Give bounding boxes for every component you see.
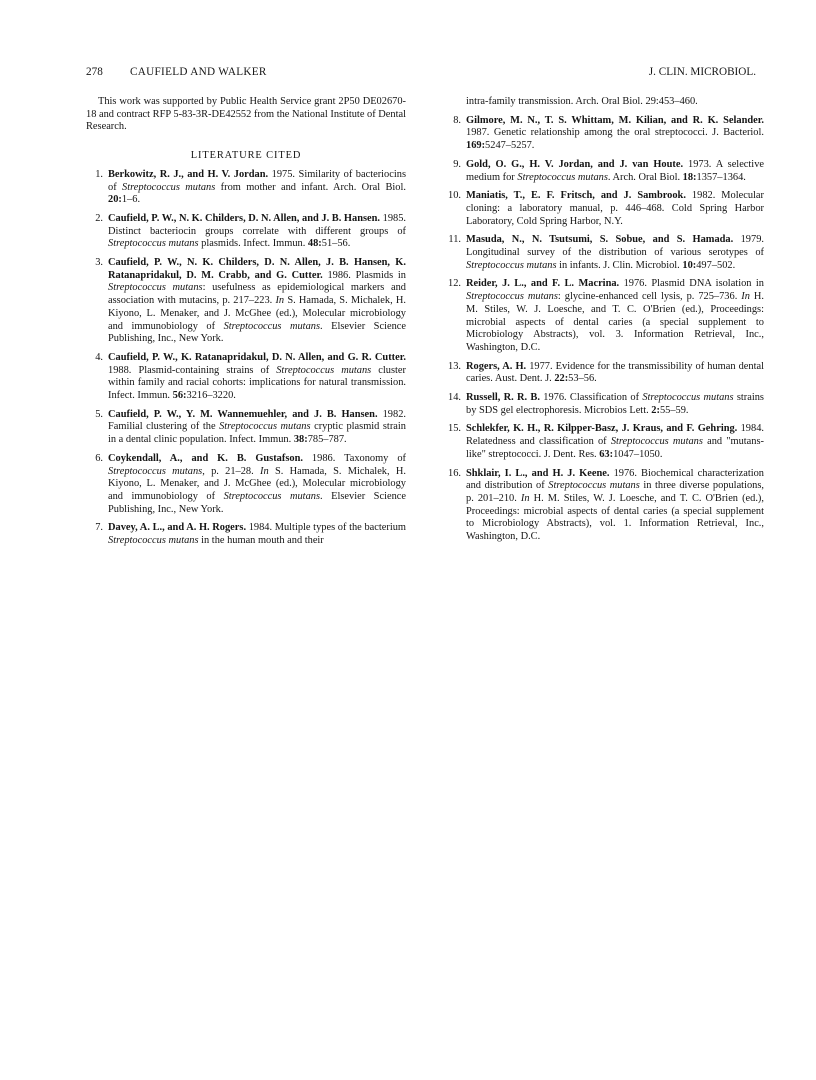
reference-number: 2. <box>95 212 103 224</box>
reference-authors: Russell, R. R. B. <box>466 392 540 404</box>
reference-authors: Caufield, P. W., N. K. Childers, D. N. Allen, J. B. Hansen, K. Ratanapridakul, D. M. Crabb, and G. Cutter. <box>108 257 406 281</box>
reference-10: 10. Maniatis, T., E. F. Fritsch, and J. Sambrook. 1982. Molecular cloning: a laboratory manual, p. 446–468. Cold Spring Harbor Laboratory, Cold Spring Harbor, N.Y. <box>444 190 764 228</box>
reference-authors: Berkowitz, R. J., and H. V. Jordan. <box>108 168 269 180</box>
reference-number: 11. <box>448 234 461 246</box>
reference-9: 9. Gold, O. G., H. V. Jordan, and J. van Houte. 1973. A selective medium for Streptococcus mutans. Arch. Oral Biol. 18:1357–1364. <box>444 159 764 184</box>
reference-number: 12. <box>448 278 461 290</box>
reference-number: 13. <box>448 360 461 372</box>
reference-authors: Caufield, P. W., K. Ratanapridakul, D. N. Allen, and G. R. Cutter. <box>108 351 406 363</box>
reference-authors: Rogers, A. H. <box>466 360 527 372</box>
left-column <box>86 96 406 554</box>
reference-authors: Gold, O. G., H. V. Jordan, and J. van Houte. <box>466 158 684 170</box>
page-number: 278 <box>86 66 103 78</box>
reference-authors: Reider, J. L., and F. L. Macrina. <box>466 278 620 290</box>
reference-12: 12. Reider, J. L., and F. L. Macrina. 1976. Plasmid DNA isolation in Streptococcus mutans: glycine-enhanced cell lysis, p. 725–736. In H. M. Stiles, W. J. Loesche, and T. C. O'Brien (ed.), Proceedings: microbial aspects of dental caries (a special supplement to Microbiology Abstracts), vol. 3. Information Retrieval, Inc., Washington, D.C. <box>444 278 764 354</box>
reference-3: 3. Caufield, P. W., N. K. Childers, D. N. Allen, J. B. Hansen, K. Ratanapridakul, D. M. Crabb, and G. Cutter. 1986. Plasmids in Streptococcus mutans: usefulness as epidemiological markers and association with mutacins, p. 217–223. In S. Hamada, S. Michalek, H. Kiyono, L. Menaker, and J. McGhee (ed.), Molecular microbiology and immunobiology of Streptococcus mutans. Elsevier Science Publishing, Inc., New York. <box>86 257 406 346</box>
reference-number: 4. <box>95 351 103 363</box>
reference-6: 6. Coykendall, A., and K. B. Gustafson. 1986. Taxonomy of Streptococcus mutans, p. 21–28. In S. Hamada, S. Michalek, H. Kiyono, L. Menaker, and J. McGhee (ed.), Molecular microbiology and immunobiology of Streptococcus mutans. Elsevier Science Publishing, Inc., New York. <box>86 453 406 517</box>
reference-authors: Maniatis, T., E. F. Fritsch, and J. Sambrook. <box>466 190 686 202</box>
running-title: CAUFIELD AND WALKER <box>130 66 267 78</box>
reference-number: 16. <box>448 467 461 479</box>
right-column <box>444 96 764 550</box>
reference-authors: Gilmore, M. N., T. S. Whittam, M. Kilian, and R. K. Selander. <box>466 114 764 126</box>
reference-number: 8. <box>453 114 461 126</box>
reference-number: 3. <box>95 257 103 269</box>
reference-7: 7. Davey, A. L., and A. H. Rogers. 1984. Multiple types of the bacterium Streptococcus mutans in the human mouth and their <box>86 522 406 547</box>
reference-5: 5. Caufield, P. W., Y. M. Wannemuehler, and J. B. Hansen. 1982. Familial clustering of the Streptococcus mutans cryptic plasmid strain in a dental clinic population. Infect. Immun. 38:785–787. <box>86 409 406 447</box>
reference-number: 1. <box>95 168 103 180</box>
reference-number: 5. <box>95 408 103 420</box>
reference-authors: Masuda, N., N. Tsutsumi, S. Sobue, and S. Hamada. <box>466 234 734 246</box>
acknowledgment: This work was supported by Public Health Service grant 2P50 DE02670-18 and contract RFP 5-83-3R-DE42552 from the National Institute of Dental Research. <box>86 96 406 133</box>
reference-authors: Davey, A. L., and A. H. Rogers. <box>108 522 247 534</box>
reference-number: 7. <box>95 522 103 534</box>
reference-13: 13. Rogers, A. H. 1977. Evidence for the transmissibility of human dental caries. Aust. Dent. J. 22:53–56. <box>444 361 764 386</box>
reference-authors: Caufield, P. W., N. K. Childers, D. N. Allen, and J. B. Hansen. <box>108 212 381 224</box>
reference-number: 9. <box>453 158 461 170</box>
reference-number: 6. <box>95 452 103 464</box>
reference-number: 15. <box>448 423 461 435</box>
reference-7-continuation: intra-family transmission. Arch. Oral Biol. 29:453–460. <box>466 96 698 107</box>
reference-number: 10. <box>448 190 461 202</box>
literature-cited-heading: LITERATURE CITED <box>190 150 302 162</box>
reference-authors: Coykendall, A., and K. B. Gustafson. <box>108 452 303 464</box>
reference-number: 14. <box>448 392 461 404</box>
reference-1: 1. Berkowitz, R. J., and H. V. Jordan. 1975. Similarity of bacteriocins of Streptococcus mutans from mother and infant. Arch. Oral Biol. 20:1–6. <box>86 169 406 207</box>
reference-authors: Caufield, P. W., Y. M. Wannemuehler, and J. B. Hansen. <box>108 408 378 420</box>
journal-abbreviation: J. CLIN. MICROBIOL. <box>648 66 756 78</box>
reference-14: 14. Russell, R. R. B. 1976. Classification of Streptococcus mutans strains by SDS gel electrophoresis. Microbios Lett. 2:55–59. <box>444 392 764 417</box>
reference-2: 2. Caufield, P. W., N. K. Childers, D. N. Allen, and J. B. Hansen. 1985. Distinct bacteriocin groups correlate with different groups of Streptococcus mutans plasmids. Infect. Immun. 48:51–56. <box>86 213 406 251</box>
reference-authors: Shklair, I. L., and H. J. Keene. <box>466 467 610 479</box>
reference-8: 8. Gilmore, M. N., T. S. Whittam, M. Kilian, and R. K. Selander. 1987. Genetic relationship among the oral streptococci. J. Bacteriol. 169:5247–5257. <box>444 115 764 153</box>
reference-15: 15. Schlekfer, K. H., R. Kilpper-Basz, J. Kraus, and F. Gehring. 1984. Relatedness and classification of Streptococcus mutans and "mutans-like" streptococci. J. Dent. Res. 63:1047–1050. <box>444 423 764 461</box>
reference-4: 4. Caufield, P. W., K. Ratanapridakul, D. N. Allen, and G. R. Cutter. 1988. Plasmid-containing strains of Streptococcus mutans cluster within family and racial cohorts: implications for natural transmission. Infect. Immun. 56:3216–3220. <box>86 352 406 403</box>
running-header <box>86 66 756 82</box>
reference-16: 16. Shklair, I. L., and H. J. Keene. 1976. Biochemical characterization and distribution of Streptococcus mutans in three diverse populations, p. 201–210. In H. M. Stiles, W. J. Loesche, and T. C. O'Brien (ed.), Proceedings: microbial aspects of dental caries (a special supplement to Microbiology Abstracts), vol. 1. Information Retrieval, Inc., Washington, D.C. <box>444 468 764 544</box>
reference-11: 11. Masuda, N., N. Tsutsumi, S. Sobue, and S. Hamada. 1979. Longitudinal survey of the distribution of various serotypes of Streptococcus mutans in infants. J. Clin. Microbiol. 10:497–502. <box>444 234 764 272</box>
reference-authors: Schlekfer, K. H., R. Kilpper-Basz, J. Kraus, and F. Gehring. <box>466 423 738 435</box>
